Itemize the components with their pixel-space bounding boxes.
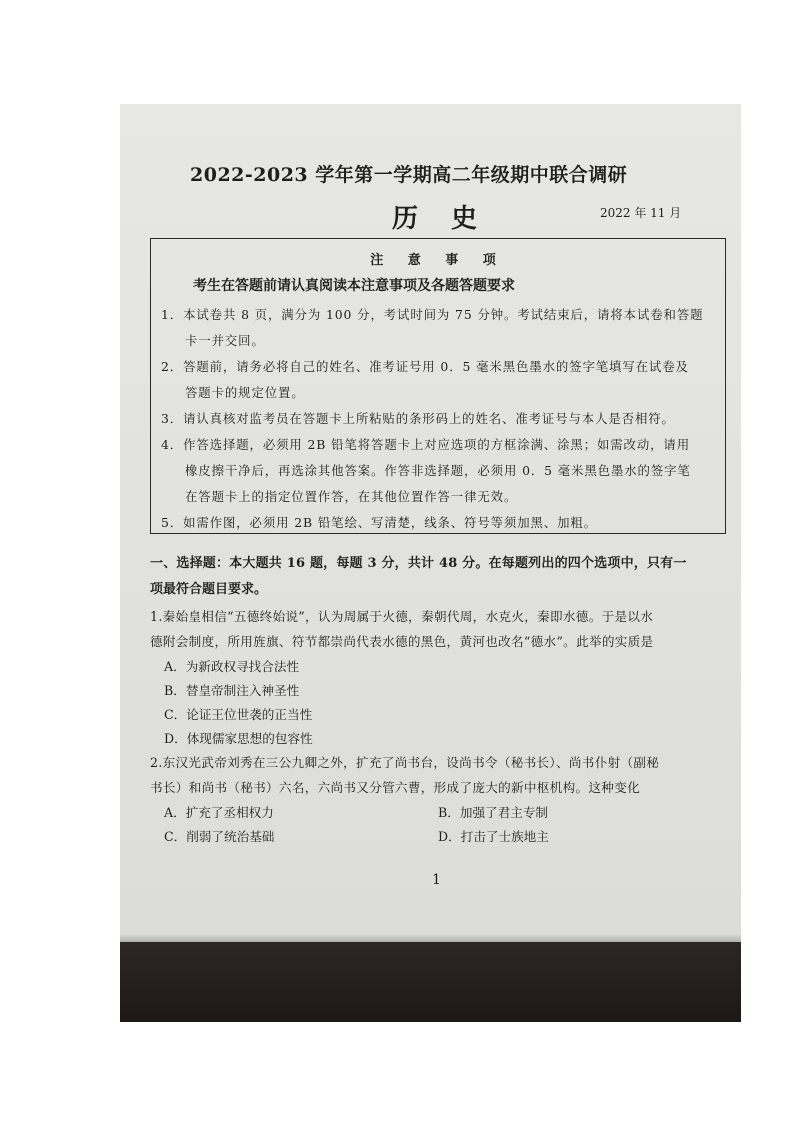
document-photo [120, 104, 741, 1022]
question-2-option-c: C．削弱了统治基础 [164, 829, 275, 844]
page-number: 1 [432, 872, 441, 888]
notice-line: 1．本试卷共 8 页，满分为 100 分，考试时间为 75 分钟。考试结束后，请将本试卷和答题 [161, 307, 704, 322]
notice-line: 3．请认真核对监考员在答题卡上所粘贴的条形码上的姓名、准考证号与本人是否相符。 [161, 411, 675, 426]
notice-heading: 注 意 事 项 [370, 253, 506, 268]
question-2-option-d: D．打击了士族地主 [438, 829, 549, 844]
question-2-option-b: B．加强了君主专制 [438, 805, 549, 820]
question-2-stem-cont: 书长）和尚书（秘书）六名，六尚书又分管六曹，形成了庞大的新中枢机构。这种变化 [150, 780, 640, 795]
question-1-stem: 1.秦始皇相信“五德终始说”，认为周属于火德，秦朝代周，水克火，秦即水德。于是以水 [150, 609, 654, 624]
question-1-option-b: B．替皇帝制注入神圣性 [164, 683, 300, 698]
desk-background [120, 942, 741, 1022]
exam-paper-page [120, 104, 741, 942]
question-1-stem-cont: 德附会制度，所用旌旗、符节都崇尚代表水德的黑色，黄河也改名“德水”。此举的实质是 [150, 634, 654, 649]
question-2-option-a: A．扩充了丞相权力 [164, 805, 274, 820]
notice-line: 卡一并交回。 [185, 333, 265, 348]
section-heading: 一、选择题：本大题共 16 题，每题 3 分，共计 48 分。在每题列出的四个选项中，只有一 [150, 556, 687, 571]
section-heading-cont: 项最符合题目要求。 [150, 582, 268, 597]
exam-date: 2022 年 11 月 [600, 206, 682, 220]
notice-line: 2．答题前，请务必将自己的姓名、准考证号用 0．5 毫米黑色墨水的签字笔填写在试卷及 [161, 359, 689, 374]
notice-box [150, 238, 726, 534]
question-2-stem: 2.东汉光武帝刘秀在三公九卿之外，扩充了尚书台，设尚书令（秘书长）、尚书仆射（副秘 [150, 755, 660, 770]
notice-line: 橡皮擦干净后，再选涂其他答案。作答非选择题，必须用 0．5 毫米黑色墨水的签字笔 [185, 463, 691, 478]
exam-title: 2022-2023 学年第一学期高二年级期中联合调研 [190, 164, 628, 186]
exam-subject: 历 史 [392, 204, 490, 234]
question-1-option-a: A．为新政权寻找合法性 [164, 659, 300, 674]
question-1-option-c: C．论证王位世袭的正当性 [164, 707, 313, 722]
notice-line: 答题卡的规定位置。 [185, 385, 305, 400]
notice-line: 4．作答选择题，必须用 2B 铅笔将答题卡上对应选项的方框涂满、涂黑；如需改动，请用 [161, 437, 691, 452]
notice-line: 在答题卡上的指定位置作答，在其他位置作答一律无效。 [185, 489, 518, 504]
notice-line: 5．如需作图，必须用 2B 铅笔绘、写清楚，线条、符号等须加黑、加粗。 [161, 515, 597, 530]
question-1-option-d: D．体现儒家思想的包容性 [164, 731, 313, 746]
notice-subheading: 考生在答题前请认真阅读本注意事项及各题答题要求 [193, 278, 515, 294]
